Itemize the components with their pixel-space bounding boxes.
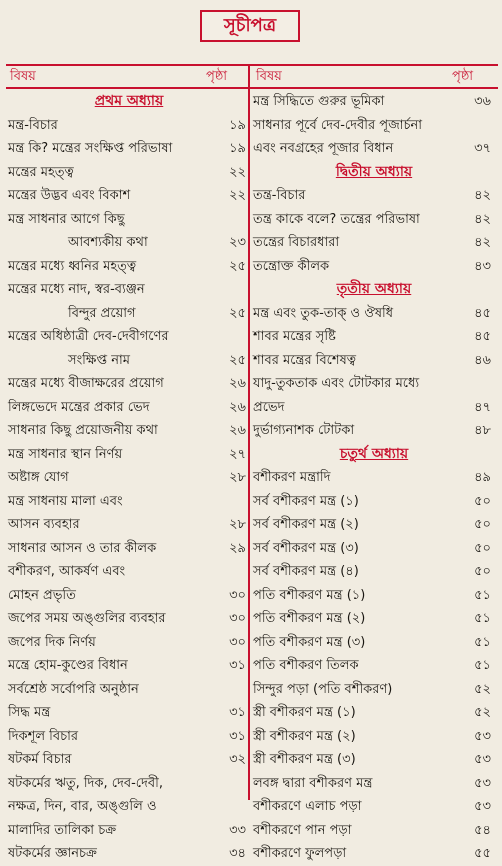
- toc-entry: [8, 819, 250, 843]
- entry-page-number: ২৭: [229, 446, 246, 462]
- entry-title: বিন্দুর প্রয়োগ: [68, 305, 136, 321]
- entry-title: যাদু-তুকতাক এবং টোটকার মধ্যে: [253, 376, 420, 391]
- entry-page-number: ৫০: [474, 517, 491, 532]
- entry-page-number: ৫২: [474, 681, 491, 697]
- toc-entry: [253, 302, 495, 326]
- toc-entry: [253, 419, 495, 443]
- entry-title: লবঙ্গ দ্বারা বশীকরণ মন্ত্র: [253, 775, 373, 791]
- chapter-heading: [253, 278, 495, 302]
- entry-title: অষ্টাঙ্গ যোগ: [8, 470, 69, 485]
- entry-title: সর্ব বশীকরণ মন্ত্র (৪): [253, 564, 359, 579]
- entry-title: সাধনার পূর্বে দেব-দেবীর পূজার্চনা: [253, 117, 423, 133]
- toc-entry: [8, 231, 250, 255]
- toc-entry: [8, 466, 250, 490]
- toc-entry: [253, 842, 495, 866]
- entry-title: জপের দিক নির্ণয়: [8, 634, 96, 650]
- entry-title: বশীকরণে এলাচ পড়া: [253, 799, 362, 814]
- toc-entry: [253, 795, 495, 819]
- toc-entry: [8, 795, 250, 819]
- entry-title: মন্ত্র সাধনার স্থান নির্ণয়: [8, 446, 123, 462]
- toc-entry: [253, 396, 495, 420]
- toc-entry: [253, 772, 495, 796]
- entry-page-number: ৫১: [474, 634, 491, 650]
- entry-page-number: ৩১: [229, 728, 246, 744]
- toc-entry: [253, 607, 495, 631]
- entry-title: তন্ত্র কাকে বলে? তন্ত্রের পরিভাষা: [253, 211, 420, 227]
- entry-page-number: ৩৪: [229, 846, 246, 861]
- entry-page-number: ৫৪: [474, 822, 491, 838]
- entry-title: পতি বশীকরণ তিলক: [253, 658, 359, 673]
- chapter-heading: [8, 90, 250, 114]
- toc-entry: [8, 325, 250, 349]
- toc-entry: [8, 631, 250, 655]
- entry-page-number: ৫১: [474, 611, 491, 626]
- entry-page-number: ২৬: [229, 399, 246, 415]
- entry-page-number: ২৯: [229, 540, 246, 556]
- entry-page-number: ২৮: [229, 470, 246, 485]
- entry-page-number: ৪৫: [474, 305, 491, 321]
- entry-title: স্ত্রী বশীকরণ মন্ত্র (৩): [253, 752, 356, 767]
- entry-title: লিঙ্গভেদে মন্ত্রের প্রকার ভেদ: [8, 399, 150, 415]
- toc-entry: [8, 443, 250, 467]
- toc-entry: [8, 137, 250, 161]
- toc-entry: [8, 114, 250, 138]
- entry-title: মন্ত্র সাধনার আগে কিছু: [8, 211, 125, 227]
- left-subject-header: বিষয়: [10, 69, 36, 84]
- entry-page-number: ২২: [229, 164, 246, 180]
- entry-title: মন্ত্র এবং তুক-তাক্‌ ও ঔষধি: [253, 305, 394, 321]
- entry-page-number: ৩৭: [474, 141, 491, 156]
- toc-entry: [253, 725, 495, 749]
- left-column: [8, 90, 250, 866]
- toc-entry: [8, 278, 250, 302]
- entry-page-number: ৪৭: [474, 399, 491, 415]
- entry-page-number: ৪৫: [474, 329, 491, 344]
- toc-entry: [8, 537, 250, 561]
- toc-entry: [253, 631, 495, 655]
- entry-page-number: ৩০: [229, 634, 246, 650]
- entry-title: ষটকর্মের ঋতু, দিক, দেব-দেবী,: [8, 775, 163, 791]
- entry-page-number: ২৩: [229, 235, 246, 250]
- entry-page-number: ৫৩: [474, 775, 491, 791]
- entry-title: সর্ব বশীকরণ মন্ত্র (২): [253, 517, 359, 532]
- entry-title: সর্ব বশীকরণ মন্ত্র (১): [253, 493, 359, 509]
- toc-entry: [253, 537, 495, 561]
- entry-page-number: ৫৩: [474, 752, 491, 767]
- entry-title: পতি বশীকরণ মন্ত্র (২): [253, 611, 366, 626]
- entry-page-number: ৪৯: [474, 470, 491, 485]
- entry-page-number: ৫০: [474, 493, 491, 509]
- entry-page-number: ৪৬: [474, 352, 491, 368]
- toc-entry: [253, 513, 495, 537]
- entry-page-number: ৪৮: [474, 423, 491, 438]
- entry-title: স্ত্রী বশীকরণ মন্ত্র (১): [253, 705, 356, 720]
- toc-entry: [253, 325, 495, 349]
- toc-entry: [253, 819, 495, 843]
- entry-page-number: ৩৬: [474, 94, 491, 109]
- entry-title: সাধনার আসন ও তার কীলক: [8, 540, 157, 556]
- entry-page-number: ৪২: [474, 235, 491, 250]
- entry-title: মন্ত্র-বিচার: [8, 117, 58, 133]
- entry-title: মালাদির তালিকা চক্র: [8, 822, 117, 838]
- entry-title: সংক্ষিপ্ত নাম: [68, 352, 130, 368]
- entry-title: নক্ষত্র, দিন, বার, অঙ্গুলি ও: [8, 799, 157, 814]
- entry-title: জপের সময় অঙ্গুলির ব্যবহার: [8, 611, 166, 626]
- entry-title: মন্ত্র সাধনায় মালা এবং: [8, 493, 123, 509]
- toc-entry: [8, 701, 250, 725]
- entry-title: তন্ত্র-বিচার: [253, 188, 306, 203]
- toc-entry: [253, 231, 495, 255]
- toc-entry: [8, 772, 250, 796]
- right-page-header: পৃষ্ঠা: [452, 69, 474, 84]
- toc-entry: [8, 490, 250, 514]
- entry-page-number: ২২: [229, 188, 246, 203]
- entry-title: দিকশূল বিচার: [8, 728, 79, 744]
- entry-title: শাবর মন্ত্রের বিশেষত্ব: [253, 352, 357, 368]
- entry-title: স্ত্রী বশীকরণ মন্ত্র (২): [253, 728, 356, 744]
- toc-entry: [8, 161, 250, 185]
- entry-page-number: ৫২: [474, 705, 491, 720]
- entry-title: সর্ব বশীকরণ মন্ত্র (৩): [253, 540, 359, 556]
- entry-title: তন্ত্রোক্ত কীলক: [253, 258, 330, 274]
- entry-title: বশীকরণে পান পড়া: [253, 822, 352, 838]
- toc-entry: [253, 748, 495, 772]
- toc-entry: [253, 208, 495, 232]
- entry-page-number: ৫৩: [474, 728, 491, 744]
- page-title: সূচীপত্র: [200, 10, 300, 42]
- right-column: [253, 90, 495, 866]
- entry-title: মোহন প্রভৃতি: [8, 587, 76, 603]
- entry-page-number: ৪৩: [474, 258, 491, 274]
- entry-title: আসন ব্যবহার: [8, 517, 80, 532]
- header-rule: [6, 87, 498, 89]
- entry-title: মন্ত্রে হোম-কুণ্ডের বিধান: [8, 658, 128, 673]
- toc-entry: [253, 584, 495, 608]
- toc-entry: [8, 842, 250, 866]
- entry-page-number: ৪২: [474, 211, 491, 227]
- entry-page-number: ২৬: [229, 423, 246, 438]
- entry-title: সাধনার কিছু প্রয়োজনীয় কথা: [8, 423, 158, 438]
- entry-title: মন্ত্র কি? মন্ত্রের সংক্ষিপ্ত পরিভাষা: [8, 141, 173, 156]
- toc-entry: [8, 349, 250, 373]
- toc-entry: [253, 560, 495, 584]
- entry-page-number: ৫১: [474, 587, 491, 603]
- toc-entry: [253, 466, 495, 490]
- entry-page-number: ৩২: [229, 752, 246, 767]
- entry-title: ষটকর্ম বিচার: [8, 752, 72, 767]
- entry-title: বশীকরণ, আকর্ষণ এবং: [8, 564, 126, 579]
- entry-title: পতি বশীকরণ মন্ত্র (৩): [253, 634, 366, 650]
- entry-title: তৃতীয় অধ্যায়: [336, 281, 412, 297]
- entry-page-number: ১৯: [229, 141, 246, 156]
- toc-entry: [253, 678, 495, 702]
- entry-page-number: ৩০: [229, 587, 246, 603]
- left-page-header: পৃষ্ঠা: [206, 69, 228, 84]
- toc-entry: [8, 255, 250, 279]
- entry-title: মন্ত্রের মধ্যে ধ্বনির মহত্ত্ব: [8, 258, 137, 274]
- entry-title: দুর্ভাগ্যনাশক টোটকা: [253, 423, 355, 438]
- toc-entry: [253, 490, 495, 514]
- entry-page-number: ৫১: [474, 658, 491, 673]
- entry-page-number: ২৫: [229, 305, 246, 321]
- entry-title: সিদ্ধ মন্ত্র: [8, 705, 51, 720]
- entry-page-number: ৩১: [229, 705, 246, 720]
- entry-title: সর্বশ্রেষ্ঠ সর্বোপরি অনুষ্ঠান: [8, 681, 139, 697]
- toc-entry: [253, 90, 495, 114]
- entry-page-number: ৫০: [474, 564, 491, 579]
- toc-entry: [8, 372, 250, 396]
- toc-entry: [253, 701, 495, 725]
- toc-entry: [8, 654, 250, 678]
- toc-entry: [253, 137, 495, 161]
- top-rule: [6, 64, 498, 66]
- toc-entry: [253, 654, 495, 678]
- entry-page-number: ১৯: [229, 117, 246, 133]
- toc-entry: [8, 748, 250, 772]
- entry-title: প্রথম অধ্যায়: [94, 93, 164, 109]
- toc-entry: [8, 560, 250, 584]
- toc-entry: [253, 114, 495, 138]
- toc-entry: [8, 184, 250, 208]
- entry-title: মন্ত্রের মধ্যে নাদ, স্বর-ব্যঞ্জন: [8, 282, 145, 297]
- entry-page-number: ৫৩: [474, 799, 491, 814]
- entry-title: বশীকরণে ফুলপড়া: [253, 846, 347, 861]
- entry-page-number: ৩৩: [229, 822, 246, 838]
- entry-page-number: ৪২: [474, 188, 491, 203]
- chapter-heading: [253, 443, 495, 467]
- toc-entry: [8, 513, 250, 537]
- toc-entry: [8, 607, 250, 631]
- entry-page-number: ২৫: [229, 352, 246, 368]
- entry-title: বশীকরণ মন্ত্রাদি: [253, 470, 331, 485]
- entry-page-number: ৩০: [229, 611, 246, 626]
- entry-page-number: ২৮: [229, 517, 246, 532]
- entry-title: মন্ত্রের অধিষ্ঠাত্রী দেব-দেবীগণের: [8, 329, 169, 344]
- toc-entry: [8, 208, 250, 232]
- entry-page-number: ২৫: [229, 258, 246, 274]
- entry-title: প্রভেদ: [253, 399, 285, 415]
- entry-page-number: ৫৫: [474, 846, 491, 861]
- entry-title: মন্ত্র সিদ্ধিতে গুরুর ভূমিকা: [253, 94, 385, 109]
- entry-title: আবশ্যকীয় কথা: [68, 235, 148, 250]
- toc-entry: [253, 255, 495, 279]
- toc-entry: [253, 184, 495, 208]
- toc-entry: [253, 349, 495, 373]
- toc-entry: [253, 372, 495, 396]
- entry-title: শাবর মন্ত্রের সৃষ্টি: [253, 329, 336, 344]
- right-subject-header: বিষয়: [256, 69, 282, 84]
- toc-entry: [8, 584, 250, 608]
- entry-page-number: ২৬: [229, 376, 246, 391]
- chapter-heading: [253, 161, 495, 185]
- entry-title: মন্ত্রের মধ্যে বীজাক্ষরের প্রয়োগ: [8, 376, 164, 391]
- toc-entry: [8, 678, 250, 702]
- toc-entry: [8, 396, 250, 420]
- entry-title: তন্ত্রের বিচারধারা: [253, 235, 340, 250]
- entry-page-number: ৩১: [229, 658, 246, 673]
- toc-entry: [8, 419, 250, 443]
- entry-title: সিন্দুর পড়া (পতি বশীকরণ): [253, 681, 393, 697]
- toc-entry: [8, 725, 250, 749]
- entry-page-number: ৫০: [474, 540, 491, 556]
- entry-title: চতুর্থ অধ্যায়: [339, 445, 409, 462]
- entry-title: মন্ত্রের মহত্ত্ব: [8, 164, 74, 180]
- entry-title: মন্ত্রের উদ্ভব এবং বিকাশ: [8, 188, 131, 203]
- entry-title: এবং নবগ্রহের পূজার বিধান: [253, 141, 394, 156]
- toc-entry: [8, 302, 250, 326]
- entry-title: পতি বশীকরণ মন্ত্র (১): [253, 587, 366, 603]
- entry-title: দ্বিতীয় অধ্যায়: [335, 163, 413, 180]
- entry-title: ষটকর্মের জ্ঞানচক্র: [8, 846, 97, 861]
